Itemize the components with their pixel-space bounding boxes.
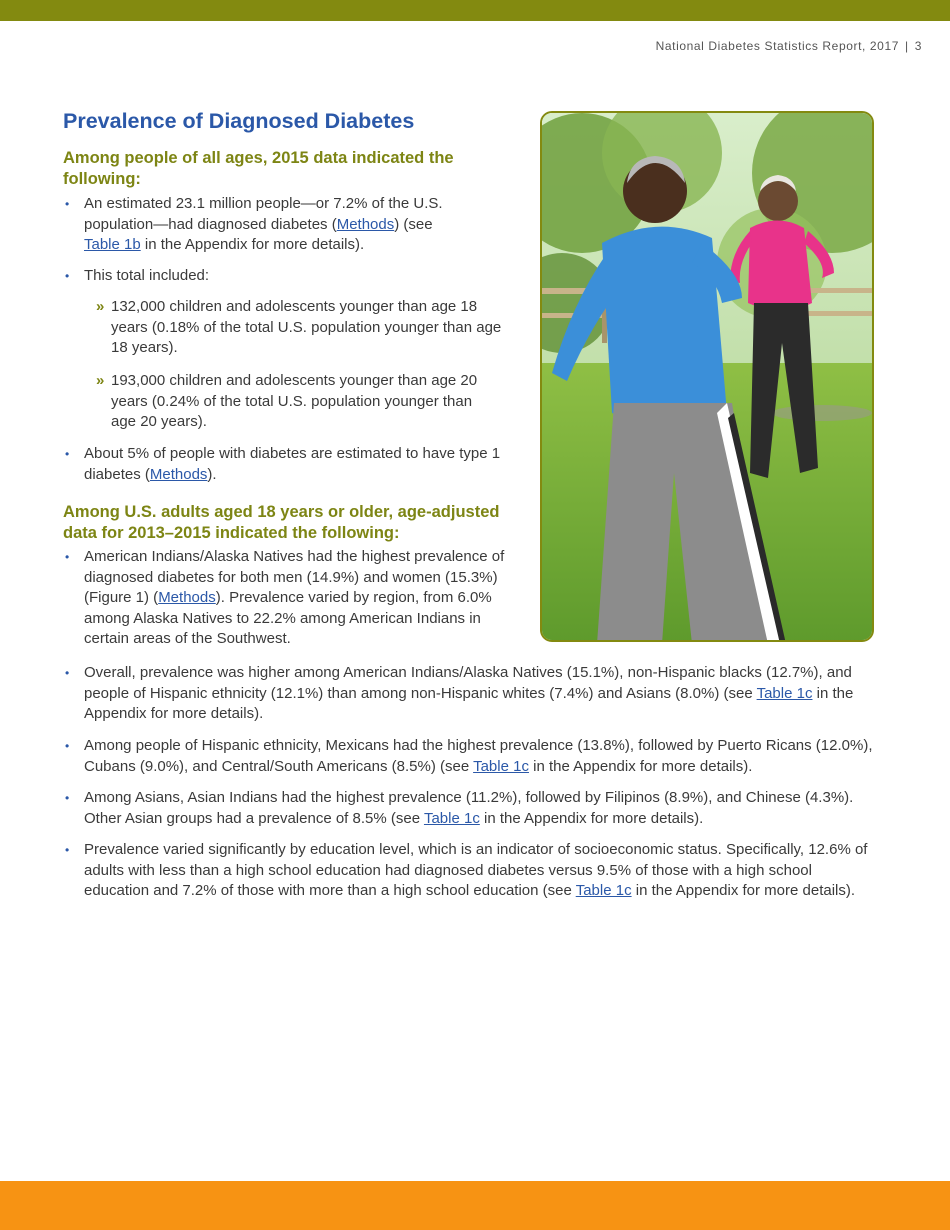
bullet-total-prevalence: • An estimated 23.1 million people—or 7.2% of the U.S. population—had diagnosed diabetes (Methods) (see Table 1b in the Appendix for more details).: [63, 194, 458, 256]
bullet-hispanic: • Among people of Hispanic ethnicity, Mexicans had the highest prevalence (13.8%), followed by Puerto Ricans (12.0%), Cubans (9.0%), and Central/South Americans (8.5%) (see Table 1c in the Appendix for more details).: [63, 736, 881, 777]
table-1c-link[interactable]: Table 1c: [575, 882, 632, 900]
chevron-marker-icon: »: [96, 298, 105, 315]
table-1c-link[interactable]: Table 1c: [756, 684, 813, 702]
park-exercise-illustration: [542, 113, 874, 642]
page-title: Prevalence of Diagnosed Diabetes: [63, 109, 415, 133]
report-title: National Diabetes Statistics Report, 2017: [655, 39, 899, 53]
table-1c-link[interactable]: Table 1c: [473, 757, 529, 775]
bullet-type1: • About 5% of people with diabetes are estimated to have type 1 diabetes (Methods).: [63, 444, 503, 485]
top-color-bar: [0, 0, 950, 21]
bullet-asians: • Among Asians, Asian Indians had the highest prevalence (11.2%), followed by Filipinos (8.9%), and Chinese (4.3%). Other Asian groups had a prevalence of 8.5% (see Table 1c in the Appendix for more details).: [63, 788, 881, 829]
subheading-all-ages: Among people of all ages, 2015 data indicated the following:: [63, 149, 454, 188]
running-header: [656, 39, 922, 53]
methods-link[interactable]: Methods: [158, 589, 216, 607]
methods-link[interactable]: Methods: [149, 465, 208, 483]
bullet-total-included: • This total included:: [63, 266, 463, 287]
header-separator: |: [905, 39, 909, 53]
bullet-american-indians: • American Indians/Alaska Natives had the highest prevalence of diagnosed diabetes for both men (14.9%) and women (15.3%) (Figure 1) (Methods). Prevalence varied by region, from 6.0% among Alaska Natives to 22.2% among American Indians in certain areas of the Southwest.: [63, 547, 525, 650]
methods-link[interactable]: Methods: [336, 215, 395, 233]
table-1c-link[interactable]: Table 1c: [423, 809, 480, 827]
bottom-color-bar: [0, 1181, 950, 1230]
table-1b-link[interactable]: Table 1b: [84, 236, 141, 254]
subheading-adults: Among U.S. adults aged 18 years or older, age-adjusted data for 2013–2015 indicated the following:: [63, 503, 500, 542]
bullet-education: • Prevalence varied significantly by education level, which is an indicator of socioeconomic status. Specifically, 12.6% of adults with less than a high school education had diagnosed diabetes versus 9.5% of those with a high school education and 7.2% of those with more than a high school education (see Table 1c in the Appendix for more details).: [63, 840, 881, 902]
sub-bullet-under-18: » 132,000 children and adolescents younger than age 18 years (0.18% of the total U.S. population younger than age 18 years).: [96, 298, 502, 357]
exercise-photo: [540, 111, 874, 642]
bullet-overall-prevalence: • Overall, prevalence was higher among American Indians/Alaska Natives (15.1%), non-Hispanic blacks (12.7%), and people of Hispanic ethnicity (12.1%) than among non-Hispanic whites (7.4%) and Asians (8.0%) (see Table 1c in the Appendix for more details).: [63, 663, 881, 725]
page-number: 3: [914, 39, 922, 53]
sub-bullet-under-20: » 193,000 children and adolescents younger than age 20 years (0.24% of the total U.S. population younger than age 20 years).: [96, 372, 478, 431]
chevron-marker-icon: »: [96, 372, 105, 389]
